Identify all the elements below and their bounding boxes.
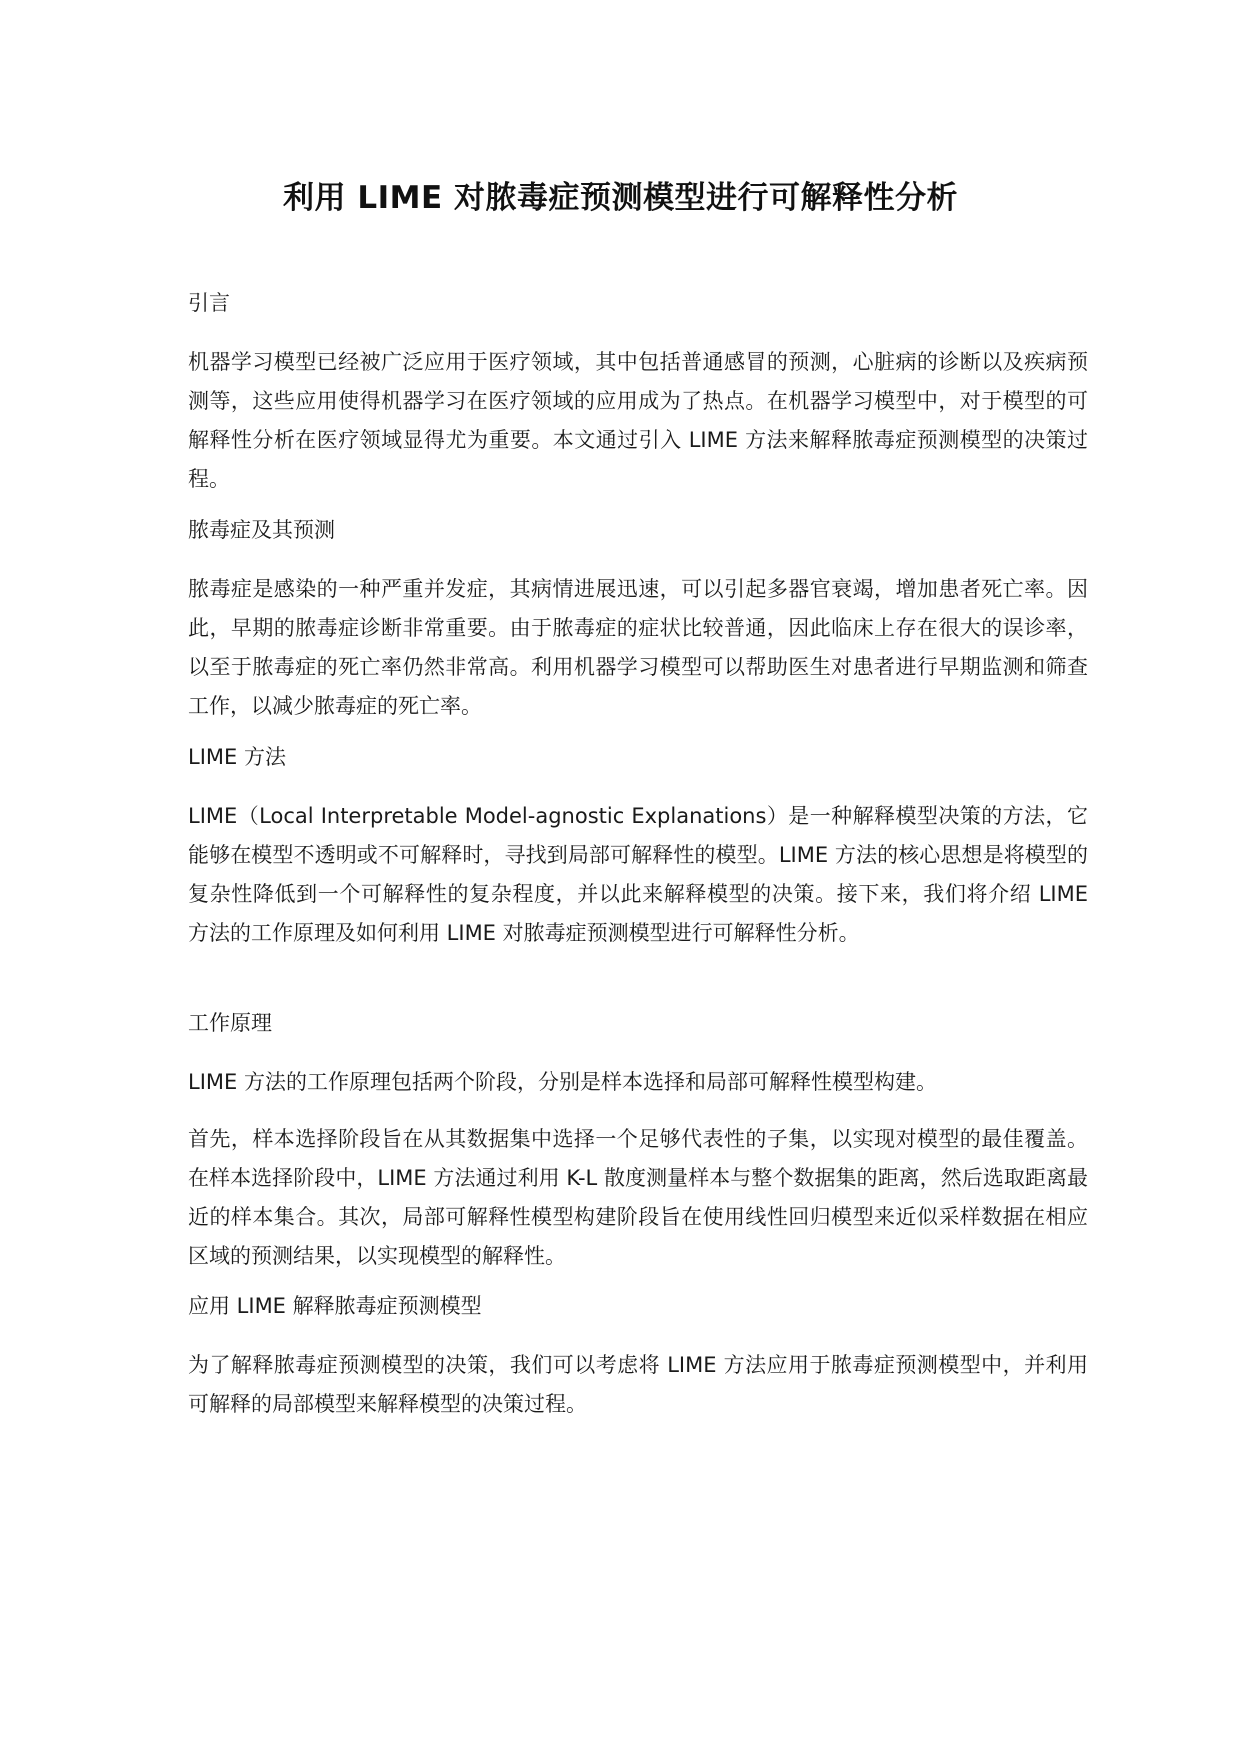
- section-heading-lime-method: LIME 方法: [188, 745, 286, 769]
- section-heading-application: 应用 LIME 解释脓毒症预测模型: [188, 1294, 482, 1318]
- section-heading-working-principle: 工作原理: [188, 1011, 272, 1035]
- document-title: 利用 LIME 对脓毒症预测模型进行可解释性分析: [283, 180, 958, 216]
- paragraph-working-principle-2: 首先，样本选择阶段旨在从其数据集中选择一个足够代表性的子集，以实现对模型的最佳覆盖。在样本选择阶段中，LIME 方法通过利用 K-L 散度测量样本与整个数据集的距离，然后选取距离最近的样本集合。其次，局部可解释性模型构建阶段旨在使用线性回归模型来近似采样数据在相应区域的预测结果，以实现模型的解释性。: [188, 1127, 1088, 1268]
- paragraph-sepsis: 脓毒症是感染的一种严重并发症，其病情进展迅速，可以引起多器官衰竭，增加患者死亡率。因此，早期的脓毒症诊断非常重要。由于脓毒症的症状比较普通，因此临床上存在很大的误诊率，以至于脓毒症的死亡率仍然非常高。利用机器学习模型可以帮助医生对患者进行早期监测和筛查工作，以减少脓毒症的死亡率。: [188, 577, 1088, 718]
- paragraph-intro: 机器学习模型已经被广泛应用于医疗领域，其中包括普通感冒的预测，心脏病的诊断以及疾病预测等，这些应用使得机器学习在医疗领域的应用成为了热点。在机器学习模型中，对于模型的可解释性分析在医疗领域显得尤为重要。本文通过引入 LIME 方法来解释脓毒症预测模型的决策过程。: [188, 350, 1088, 491]
- paragraph-working-principle-1: LIME 方法的工作原理包括两个阶段，分别是样本选择和局部可解释性模型构建。: [188, 1070, 937, 1094]
- paragraph-lime-method: LIME（Local Interpretable Model-agnostic Explanations）是一种解释模型决策的方法，它能够在模型不透明或不可解释时，寻找到局部可解释性的模型。LIME 方法的核心思想是将模型的复杂性降低到一个可解释性的复杂程度，并以此来解释模型的决策。接下来，我们将介绍 LIME 方法的工作原理及如何利用 LIME 对脓毒症预测模型进行可解释性分析。: [188, 804, 1088, 945]
- paragraph-application: 为了解释脓毒症预测模型的决策，我们可以考虑将 LIME 方法应用于脓毒症预测模型中，并利用可解释的局部模型来解释模型的决策过程。: [188, 1353, 1088, 1416]
- section-heading-sepsis: 脓毒症及其预测: [188, 518, 335, 542]
- section-heading-intro: 引言: [188, 291, 230, 315]
